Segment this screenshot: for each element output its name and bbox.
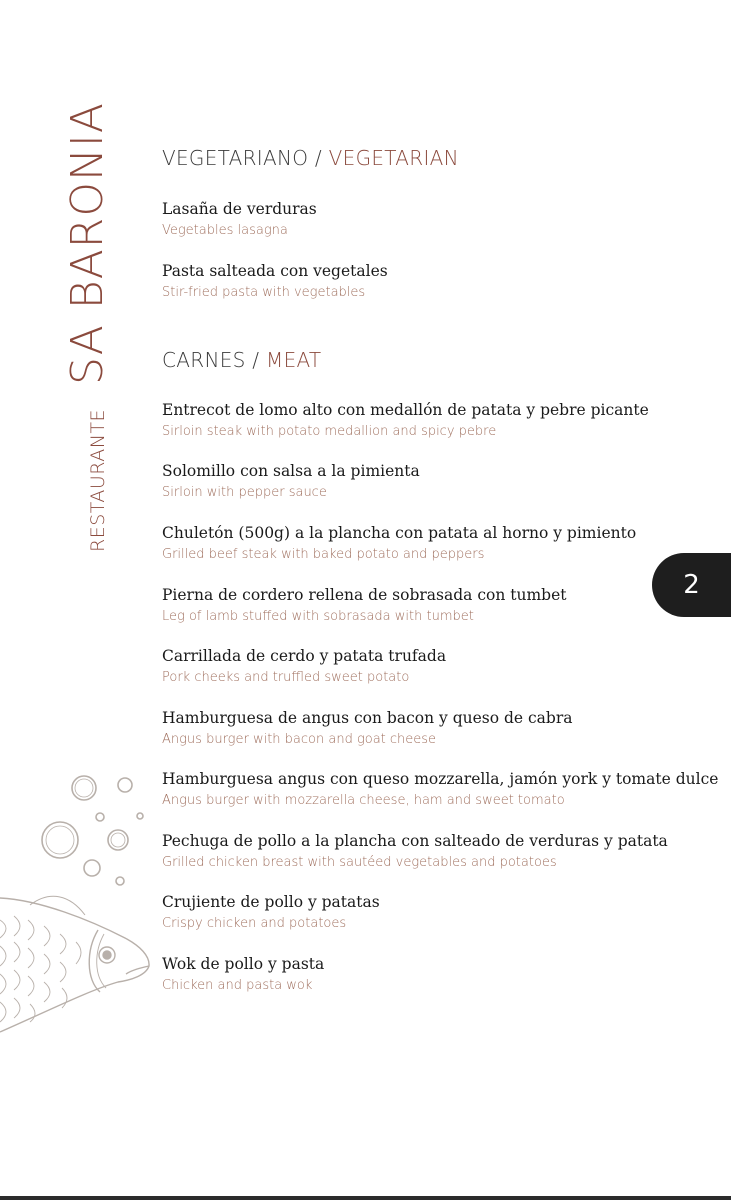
menu-item	[162, 261, 388, 302]
fish-illustration-icon	[0, 770, 160, 1035]
menu-item-name-es: Pierna de cordero rellena de sobrasada con tumbet	[162, 586, 567, 604]
menu-item	[162, 461, 420, 502]
brand-name: SA BARONIA	[62, 102, 113, 385]
menu-item-name-es: Entrecot de lomo alto con medallón de patata y pebre picante	[162, 401, 649, 419]
menu-item-name-es: Crujiente de pollo y patatas	[162, 893, 380, 911]
menu-item-name-es: Hamburguesa angus con queso mozzarella, jamón york y tomate dulce	[162, 770, 719, 788]
menu-item-name-es: Lasaña de verduras	[162, 200, 317, 218]
menu-item	[162, 892, 380, 933]
menu-item	[162, 708, 573, 749]
section-title-vegetarian	[162, 146, 459, 170]
menu-item-name-en: Angus burger with mozzarella cheese, ham and sweet tomato	[162, 793, 565, 808]
menu-item	[162, 646, 446, 687]
menu-item-name-en: Vegetables lasagna	[162, 223, 288, 238]
menu-item	[162, 769, 718, 810]
section-title-es: VEGETARIANO /	[162, 146, 322, 170]
menu-item	[162, 523, 636, 564]
menu-item	[162, 585, 566, 626]
menu-item-name-es: Pasta salteada con vegetales	[162, 262, 388, 280]
section-title-en: VEGETARIAN	[328, 146, 459, 170]
bottom-divider	[0, 1196, 731, 1200]
fish-icon	[0, 896, 149, 1032]
menu-item-name-en: Crispy chicken and potatoes	[162, 916, 347, 931]
restaurant-brand	[54, 102, 113, 552]
menu-item-name-en: Grilled chicken breast with sautéed vegetables and potatoes	[162, 855, 557, 870]
menu-item-name-es: Wok de pollo y pasta	[162, 955, 325, 973]
menu-item	[162, 954, 324, 995]
menu-item-name-es: Solomillo con salsa a la pimienta	[162, 462, 420, 480]
bubbles-icon	[42, 776, 143, 885]
menu-item-name-en: Sirloin steak with potato medallion and spicy pebre	[162, 424, 497, 439]
section-title-en: MEAT	[266, 348, 322, 372]
menu-item-name-en: Chicken and pasta wok	[162, 978, 313, 993]
section-title-meat	[162, 348, 321, 372]
menu-item-name-en: Pork cheeks and truffled sweet potato	[162, 670, 410, 685]
menu-item-name-en: Stir-fried pasta with vegetables	[162, 285, 366, 300]
menu-item-name-en: Sirloin with pepper sauce	[162, 485, 327, 500]
menu-item-name-es: Pechuga de pollo a la plancha con salteado de verduras y patata	[162, 832, 668, 850]
menu-item	[162, 199, 317, 240]
menu-item-name-en: Angus burger with bacon and goat cheese	[162, 732, 437, 747]
menu-item-name-en: Leg of lamb stuffed with sobrasada with tumbet	[162, 609, 474, 624]
menu-item	[162, 831, 668, 872]
menu-item-name-es: Chuletón (500g) a la plancha con patata al horno y pimiento	[162, 524, 637, 542]
menu-item-name-es: Carrillada de cerdo y patata trufada	[162, 647, 447, 665]
brand-restaurante-label: RESTAURANTE	[87, 408, 109, 552]
page-number: 2	[683, 570, 700, 600]
section-title-es: CARNES /	[162, 348, 260, 372]
menu-item-name-en: Grilled beef steak with baked potato and peppers	[162, 547, 485, 562]
menu-item	[162, 400, 649, 441]
page-number-badge	[652, 553, 731, 617]
menu-item-name-es: Hamburguesa de angus con bacon y queso de cabra	[162, 709, 573, 727]
